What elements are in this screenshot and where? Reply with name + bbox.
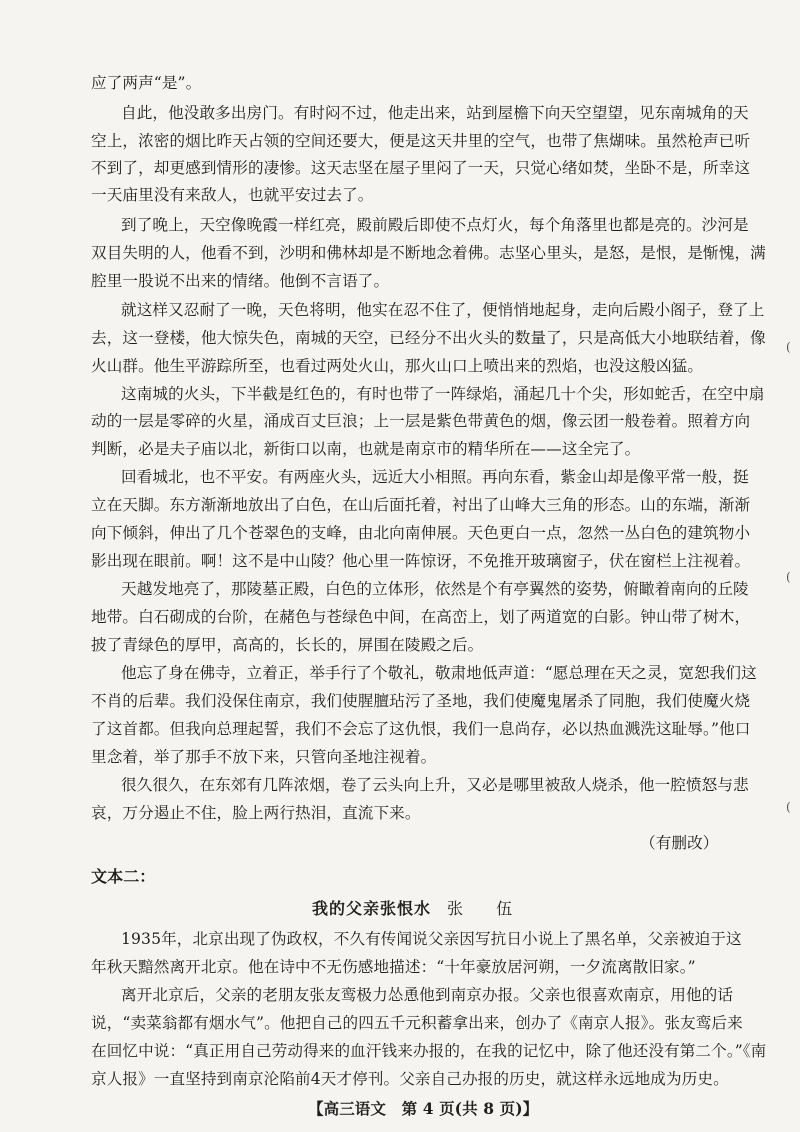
binding-mark: ( xyxy=(786,570,791,584)
text-line-9: 就这样又忍耐了一晚，天色将明，他实在忍不住了，便悄悄地起身，走向后殿小阁子，登了上 xyxy=(121,301,765,319)
text-line-16: 立在天脚。东方渐渐地放出了白色，在山后面托着，衬出了山峰大三角的形态。山的东端，渐渐 xyxy=(91,496,751,514)
text-line-14: 判断，必是夫子庙以北，新街口以南，也就是南京市的精华所在——这全完了。 xyxy=(91,440,641,458)
text-line-8: 腔里一股说不出来的情绪。他倒不言语了。 xyxy=(91,272,390,290)
text-line-35: 京人报》一直坚持到南京沦陷前4天才停刊。父亲自己办报的历史，就这样永远地成为历史。 xyxy=(91,1070,729,1088)
binding-mark: ( xyxy=(786,340,791,354)
text-line-15: 回看城北，也不平安。有两座火头，远近大小相照。再向东看，紫金山却是像平常一般，挺 xyxy=(121,468,749,486)
edited-note: （有删改） xyxy=(640,834,719,852)
text-line-20: 地带。白石砌成的台阶，在赭色与苍绿色中间，在高峦上，划了两道宽的白影。钟山带了树木， xyxy=(91,608,751,626)
text-line-17: 向下倾斜，伸出了几个苍翠色的支峰，由北向南伸展。天色更白一点，忽然一丛白色的建筑物小 xyxy=(91,524,751,542)
text-line-2: 自此，他没敢多出房门。有时闷不过，他走出来，站到屋檐下向天空望望，见东南城角的天 xyxy=(121,104,749,122)
text-line-26: 很久很久，在东郊有几阵浓烟，卷了云头向上升，又必是哪里被敌人烧杀，他一腔愤怒与悲 xyxy=(121,776,749,794)
text-line-6: 到了晚上，天空像晚霞一样红亮，殿前殿后即使不点灯火，每个角落里也都是亮的。沙河是 xyxy=(121,216,749,234)
text-line-23: 不肖的后辈。我们没保住南京，我们使腥膻玷污了圣地，我们使魔鬼屠杀了同胞，我们使魔火烧 xyxy=(91,692,751,710)
text-line-11: 火山群。他生平游踪所至，也看过两处火山，那火山口上喷出来的烈焰，也没这般凶猛。 xyxy=(91,357,704,375)
article-title-name: 我的父亲张恨水 xyxy=(312,899,432,918)
text-line-34: 在回忆中说：“真正用自己劳动得来的血汗钱来办报的，在我的记忆中，除了他还没有第二个。”《南 xyxy=(91,1042,767,1060)
text-line-27: 哀，万分遏止不住，脸上两行热泪，直流下来。 xyxy=(91,804,421,822)
article-title xyxy=(312,900,526,918)
text-line-25: 里念着，举了那手不放下来，只管向圣地注视着。 xyxy=(91,748,437,766)
page-footer: 【高三语文 第 4 页(共 8 页)】 xyxy=(308,1099,539,1118)
text-line-19: 天越发地亮了，那陵墓正殿，白色的立体形，依然是个有亭翼然的姿势，俯瞰着南向的丘陵 xyxy=(121,580,749,598)
text-line-5: 一天庙里没有来敌人，也就平安过去了。 xyxy=(91,186,374,204)
text-line-1: 应了两声“是”。 xyxy=(91,74,202,92)
text-line-18: 影出现在眼前。啊！这不是中山陵？他心里一阵惊讶，不免推开玻璃窗子，伏在窗栏上注视着。 xyxy=(91,552,751,570)
text-line-22: 他忘了身在佛寺，立着正，举手行了个敬礼，敬肃地低声道：“愿总理在天之灵，宽恕我们这 xyxy=(121,664,757,682)
text-line-7: 双目失明的人，他看不到，沙明和佛林却是不断地念着佛。志坚心里头，是怒，是恨，是惭愧，满 xyxy=(91,244,766,262)
text-line-31: 年秋天黯然离开北京。他在诗中不无伤感地描述：“十年豪放居河朔，一夕流离散旧家。” xyxy=(91,958,696,976)
section-heading-text-two: 文本二： xyxy=(91,867,156,886)
binding-mark: ( xyxy=(786,800,791,814)
text-line-4: 不到了，却更感到情形的凄惨。这天志坚在屋子里闷了一天，只觉心绪如焚，坐卧不是，所幸这 xyxy=(91,159,751,177)
text-line-21: 披了青绿色的厚甲，高高的，长长的，屏围在陵殿之后。 xyxy=(91,636,484,654)
text-line-30: 1935年，北京出现了伪政权，不久有传闻说父亲因写抗日小说上了黑名单，父亲被迫于这 xyxy=(121,930,742,948)
text-line-24: 了这首都。但我向总理起誓，我们不会忘了这仇恨，我们一息尚存，必以热血溅洗这耻辱。”他口 xyxy=(91,720,751,738)
text-line-33: 说，“卖菜翁都有烟水气”。他把自己的四五千元积蓄拿出来，创办了《南京人报》。张友鸾后来 xyxy=(91,1014,743,1032)
text-line-10: 去，这一登楼，他大惊失色，南城的天空，已经分不出火头的数量了，只是高低大小地联结着，像 xyxy=(91,329,766,347)
text-line-13: 动的一层是零碎的火星，涌成百丈巨浪；上一层是紫色带黄色的烟，像云团一般卷着。照着方向 xyxy=(91,412,751,430)
text-line-12: 这南城的火头，下半截是红色的，有时也带了一阵绿焰，涌起几十个尖，形如蛇舌，在空中扇 xyxy=(121,385,765,403)
text-line-3: 空上，浓密的烟比昨天占领的空间还要大，便是这天井里的空气，也带了焦煳味。虽然枪声已听 xyxy=(91,132,751,150)
article-author: 张 伍 xyxy=(447,899,527,918)
text-line-32: 离开北京后，父亲的老朋友张友鸾极力怂恿他到南京办报。父亲也很喜欢南京，用他的话 xyxy=(121,986,734,1004)
